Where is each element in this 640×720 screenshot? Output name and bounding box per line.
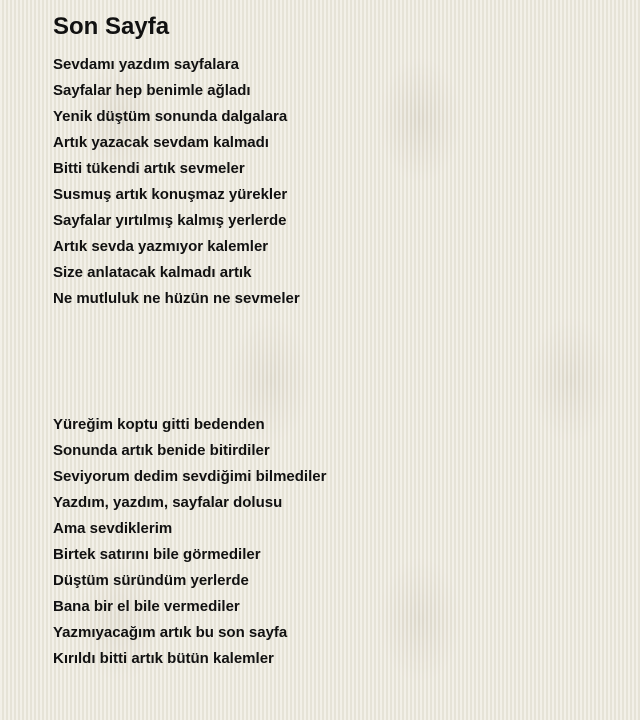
poem-line: Size anlatacak kalmadı artık bbox=[53, 264, 252, 281]
poem-line: Sayfalar yırtılmış kalmış yerlerde bbox=[53, 212, 287, 229]
poem-line: Artık yazacak sevdam kalmadı bbox=[53, 134, 269, 151]
poem-line: Bitti tükendi artık sevmeler bbox=[53, 160, 245, 177]
poem-line: Yazdım, yazdım, sayfalar dolusu bbox=[53, 494, 283, 511]
poem-line: Düştüm süründüm yerlerde bbox=[53, 572, 249, 589]
poem-line: Ama sevdiklerim bbox=[53, 520, 173, 537]
poem-page bbox=[53, 10, 613, 672]
poem-line: Sonunda artık benide bitirdiler bbox=[53, 442, 270, 459]
poem-line: Bana bir el bile vermediler bbox=[53, 598, 240, 615]
poem-line: Yazmıyacağım artık bu son sayfa bbox=[53, 624, 288, 641]
poem-line: Yenik düştüm sonunda dalgalara bbox=[53, 108, 288, 125]
poem-line: Yüreğim koptu gitti bedenden bbox=[53, 416, 265, 433]
poem-title: Son Sayfa bbox=[53, 13, 170, 40]
poem-line: Ne mutluluk ne hüzün ne sevmeler bbox=[53, 290, 300, 307]
poem-line: Artık sevda yazmıyor kalemler bbox=[53, 238, 269, 255]
poem-stanza-1 bbox=[53, 52, 613, 312]
poem-line: Susmuş artık konuşmaz yürekler bbox=[53, 186, 288, 203]
poem-stanza-2 bbox=[53, 412, 613, 672]
poem-line: Sayfalar hep benimle ağladı bbox=[53, 82, 251, 99]
poem-line: Kırıldı bitti artık bütün kalemler bbox=[53, 650, 274, 667]
poem-line: Birtek satırını bile görmediler bbox=[53, 546, 261, 563]
poem-line: Seviyorum dedim sevdiğimi bilmediler bbox=[53, 468, 327, 485]
poem-line: Sevdamı yazdım sayfalara bbox=[53, 56, 239, 73]
